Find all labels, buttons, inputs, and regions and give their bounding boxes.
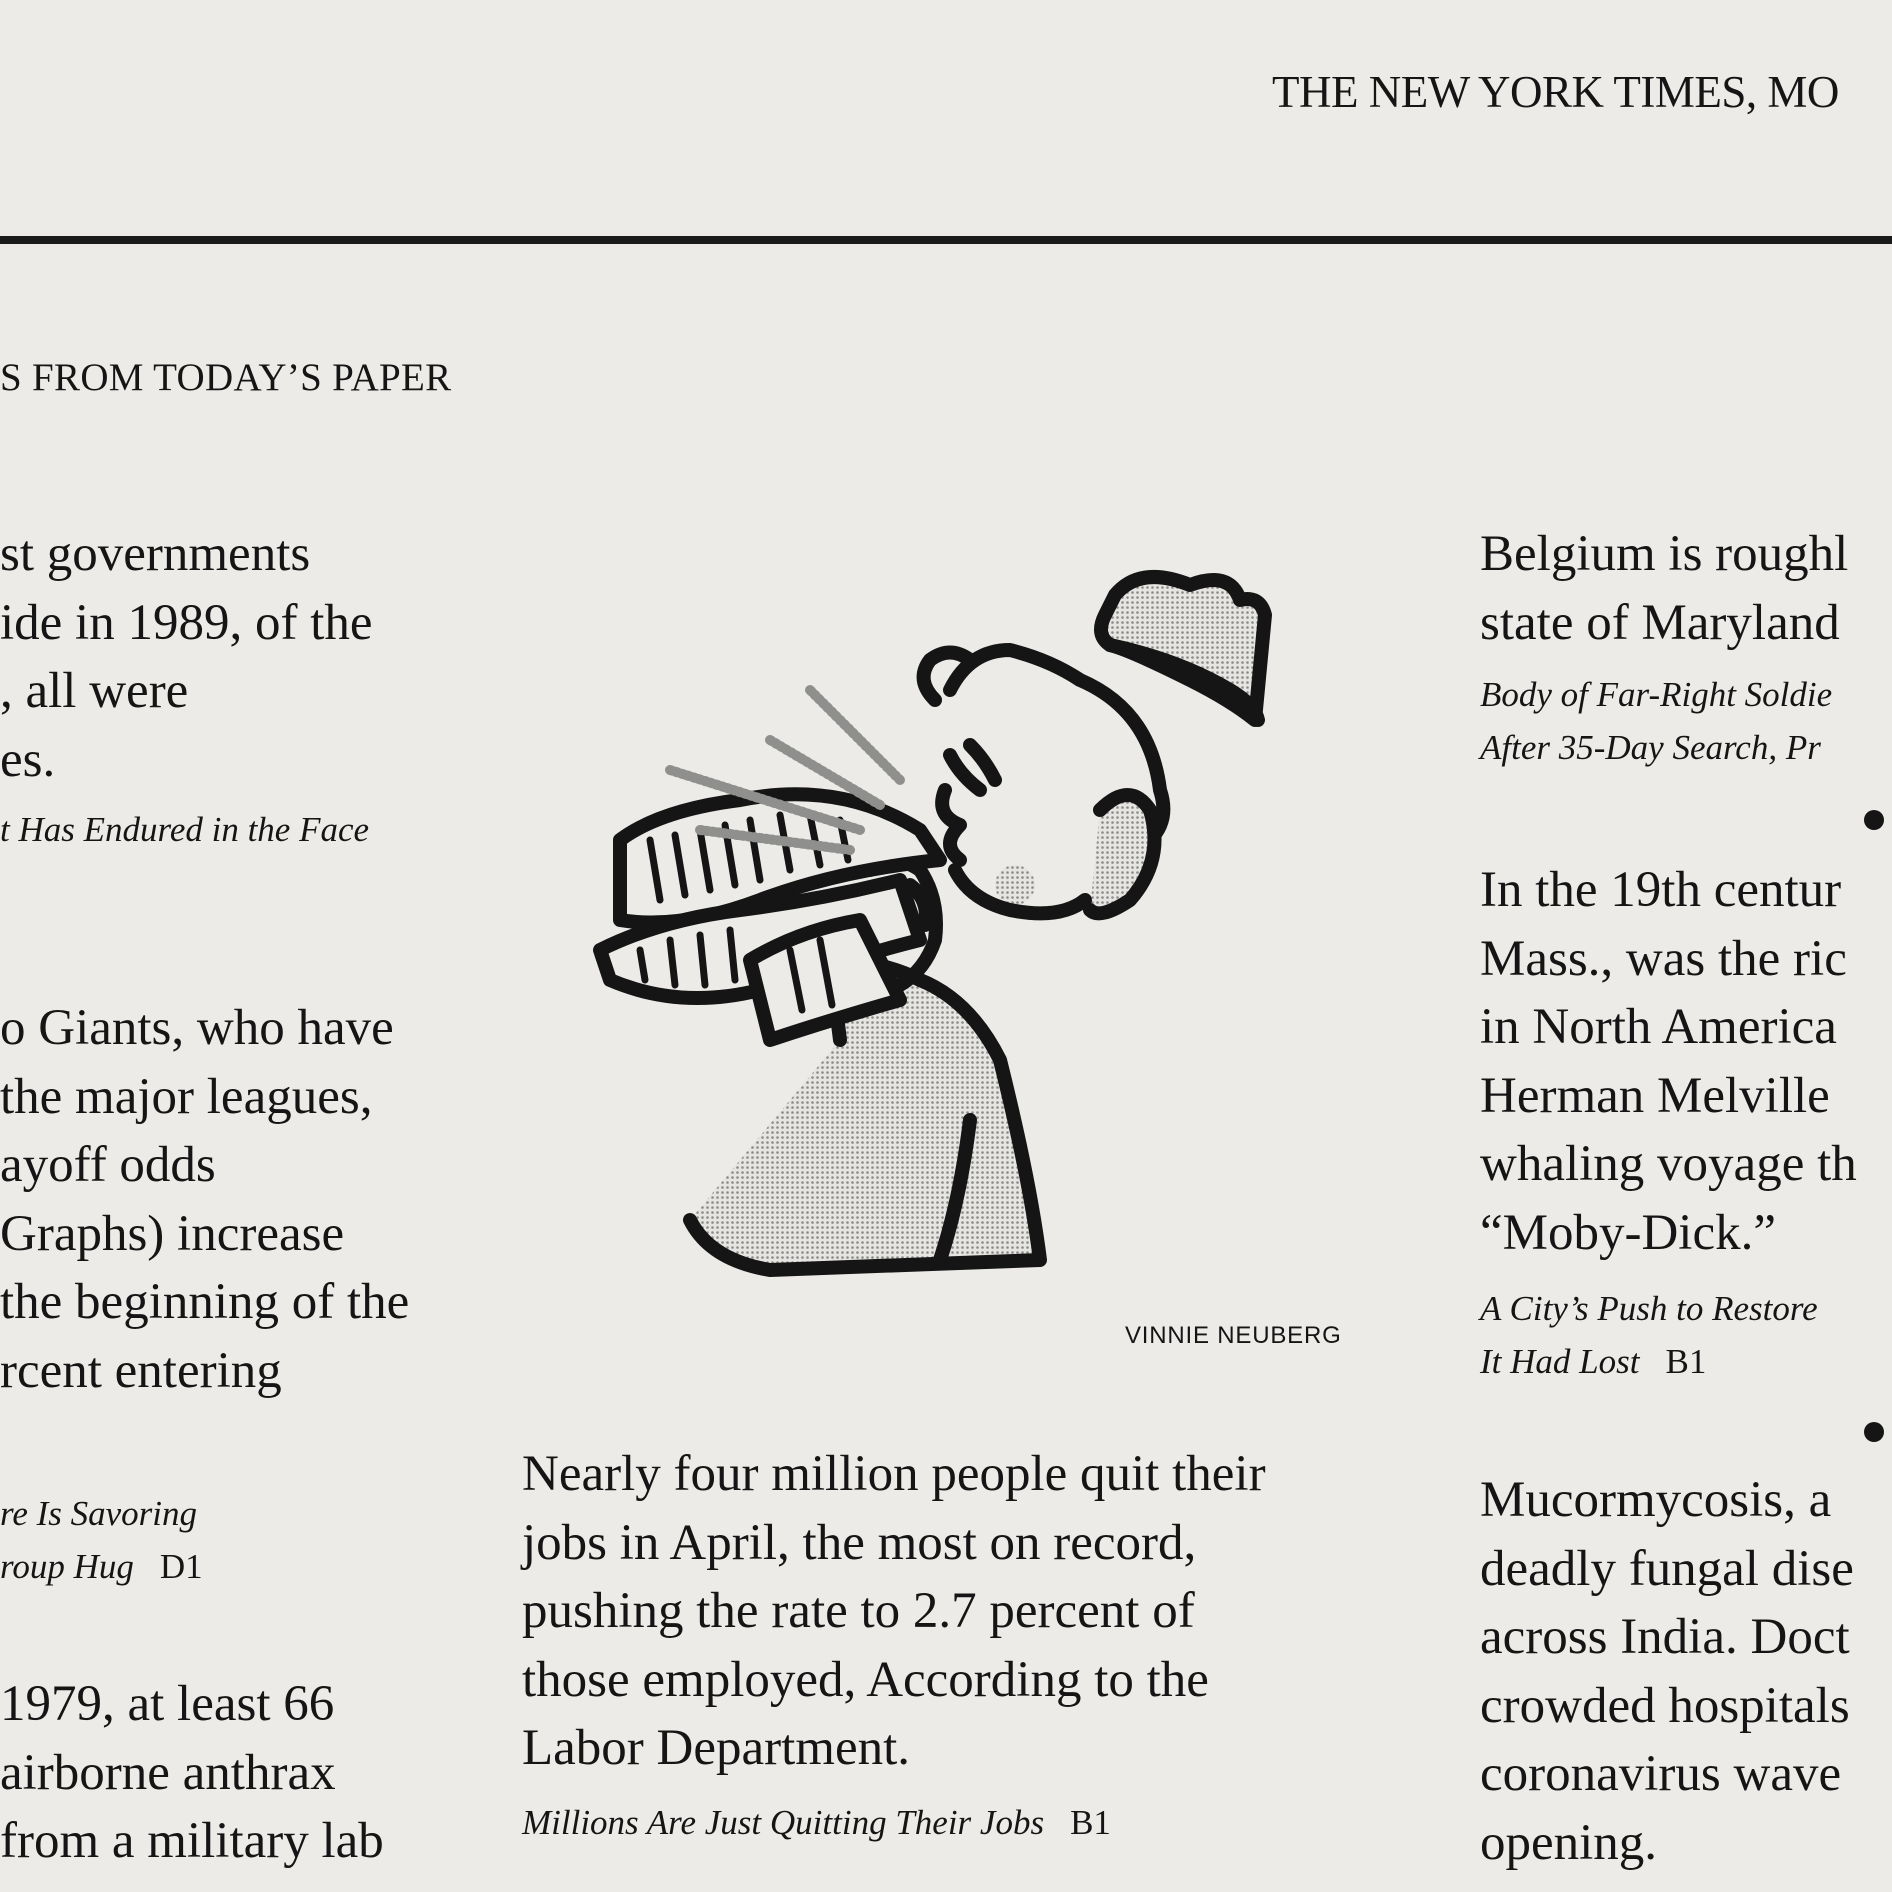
- center-item-text: [522, 1440, 1266, 1783]
- illustration-credit: VINNIE NEUBERG: [1125, 1322, 1342, 1349]
- headline-line: t Has Endured in the Face: [0, 810, 370, 849]
- text-line: Belgium is roughl: [1480, 526, 1849, 582]
- text-line: deadly fungal dise: [1480, 1540, 1854, 1597]
- headline-line: After 35-Day Search, Pr: [1480, 728, 1821, 767]
- newspaper-masthead: THE NEW YORK TIMES, MO: [1272, 67, 1839, 117]
- bullet-divider: [1864, 1422, 1884, 1442]
- text-line: ide in 1989, of the: [0, 594, 373, 651]
- text-line: crowded hospitals: [1480, 1677, 1850, 1734]
- text-line: “Moby-Dick.”: [1480, 1204, 1776, 1261]
- right-item-1-text: [1480, 520, 1848, 657]
- headline-line: A City’s Push to Restore: [1480, 1289, 1818, 1328]
- text-line: Nearly four million people quit their: [522, 1446, 1266, 1502]
- headline-line: Body of Far-Right Soldie: [1480, 675, 1833, 714]
- text-line: rcent entering: [0, 1342, 282, 1399]
- text-line: , all were: [0, 663, 189, 719]
- text-line: across India. Doct: [1480, 1609, 1850, 1665]
- text-line: Herman Melville: [1480, 1067, 1830, 1124]
- text-line: the beginning of the: [0, 1274, 410, 1330]
- left-item-3-text: [0, 1670, 384, 1876]
- text-line: ayoff odds: [0, 1137, 216, 1193]
- text-line: opening.: [1480, 1814, 1658, 1871]
- text-line: state of Maryland: [1480, 594, 1840, 651]
- page-reference: B1: [1665, 1342, 1707, 1381]
- text-line: whaling voyage th: [1480, 1136, 1857, 1192]
- text-line: the major leagues,: [0, 1068, 373, 1125]
- left-item-2-text: [0, 994, 409, 1405]
- text-line: jobs in April, the most on record,: [522, 1514, 1197, 1571]
- text-line: those employed, According to the: [522, 1651, 1209, 1708]
- left-item-1-text: [0, 520, 373, 794]
- right-item-2-headline-link[interactable]: [1480, 1282, 1818, 1388]
- page-reference: D1: [159, 1547, 203, 1586]
- headline-line: Millions Are Just Quitting Their Jobs: [522, 1803, 1045, 1842]
- header-rule: [0, 236, 1892, 244]
- section-label: S FROM TODAY’S PAPER: [0, 356, 452, 399]
- center-item-headline-link[interactable]: [522, 1796, 1111, 1849]
- headline-line: re Is Savoring: [0, 1494, 198, 1533]
- text-line: o Giants, who have: [0, 1000, 394, 1056]
- illustration-man-with-newspaper: [540, 540, 1370, 1300]
- bleed-through-text: [1300, 12, 1309, 46]
- bullet-divider: [1864, 810, 1884, 830]
- text-line: es.: [0, 731, 56, 788]
- left-item-1-headline-link[interactable]: [0, 803, 369, 856]
- text-line: airborne anthrax: [0, 1744, 336, 1801]
- right-item-2-text: [1480, 856, 1857, 1267]
- text-line: in North America: [1480, 999, 1837, 1055]
- text-line: from a military lab: [0, 1813, 384, 1869]
- text-line: st governments: [0, 526, 311, 582]
- text-line: Graphs) increase: [0, 1205, 345, 1262]
- text-line: 1979, at least 66: [0, 1676, 335, 1732]
- text-line: Mass., was the ric: [1480, 930, 1847, 987]
- right-item-1-headline-link[interactable]: [1480, 668, 1832, 774]
- headline-line: roup Hug: [0, 1547, 134, 1586]
- text-line: Labor Department.: [522, 1720, 911, 1776]
- text-line: In the 19th centur: [1480, 862, 1842, 918]
- text-line: Mucormycosis, a: [1480, 1472, 1832, 1528]
- text-line: pushing the rate to 2.7 percent of: [522, 1583, 1195, 1639]
- page-reference: B1: [1070, 1803, 1111, 1842]
- headline-line: It Had Lost: [1480, 1342, 1640, 1381]
- right-item-3-text: [1480, 1466, 1854, 1877]
- text-line: coronavirus wave: [1480, 1746, 1842, 1802]
- left-item-2-headline-link[interactable]: [0, 1487, 203, 1593]
